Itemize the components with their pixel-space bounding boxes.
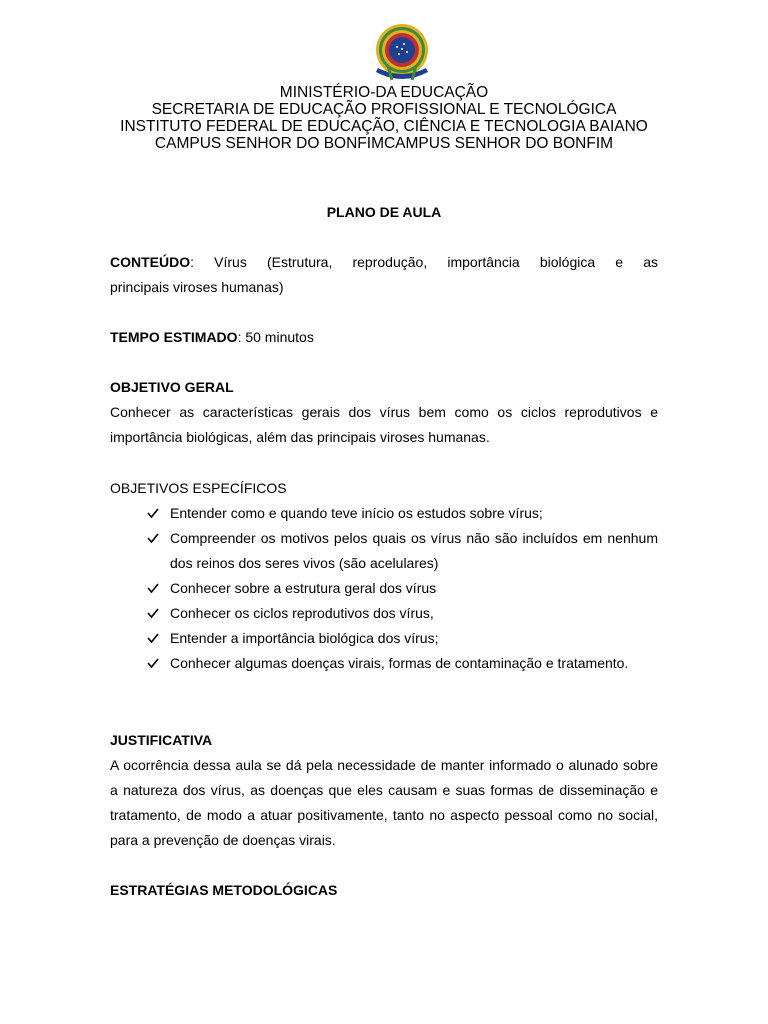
conteudo-section xyxy=(110,250,658,300)
conteudo-line1 xyxy=(110,250,658,275)
document-title: PLANO DE AULA xyxy=(326,204,442,220)
objetivo-geral-line1: Conhecer as características gerais dos vírus bem como os ciclos reprodutivos e xyxy=(110,404,658,420)
list-item xyxy=(146,601,658,626)
checkmark-icon xyxy=(146,626,160,651)
estrategias-heading xyxy=(110,878,658,903)
checkmark-icon xyxy=(146,601,160,626)
tempo-label: TEMPO ESTIMADO xyxy=(110,329,238,345)
header-ministry: MINISTÉRIO-DA EDUCAÇÃO xyxy=(279,84,489,101)
conteudo-line2: principais viroses humanas) xyxy=(110,279,284,295)
estrategias-heading-text: ESTRATÉGIAS METODOLÓGICAS xyxy=(110,882,338,898)
brazil-coat-of-arms-icon xyxy=(370,22,434,86)
checkmark-icon xyxy=(146,501,160,526)
objetivo-geral-heading: OBJETIVO GERAL xyxy=(110,379,234,395)
list-item xyxy=(146,526,658,576)
header-campus: CAMPUS SENHOR DO BONFIMCAMPUS SENHOR DO BONFIM xyxy=(154,135,614,152)
header-institute: INSTITUTO FEDERAL DE EDUCAÇÃO, CIÊNCIA E TECNOLOGIA BAIANO xyxy=(120,118,648,135)
conteudo-text-1: : Vírus (Estrutura, reprodução, importância biológica e as xyxy=(190,254,658,270)
emblem-rays xyxy=(376,24,428,76)
list-item-text: Compreender os motivos pelos quais os vírus não são incluídos em nenhum dos reinos dos seres vivos (são acelulares) xyxy=(170,530,658,571)
institution-header xyxy=(0,84,768,152)
tempo-section xyxy=(110,325,658,350)
header-secretariat: SECRETARIA DE EDUCAÇÃO PROFISSIONAL E TECNOLÓGICA xyxy=(151,101,617,118)
checkmark-icon xyxy=(146,526,160,551)
list-item xyxy=(146,626,658,651)
conteudo-label: CONTEÚDO xyxy=(110,254,191,270)
tempo-value: : 50 minutos xyxy=(237,329,314,345)
list-item xyxy=(146,501,658,526)
list-item-text: Conhecer algumas doenças virais, formas de contaminação e tratamento. xyxy=(170,655,629,671)
checkmark-icon xyxy=(146,576,160,601)
objetivos-especificos-list xyxy=(146,501,658,676)
justificativa-section xyxy=(110,728,658,853)
list-item xyxy=(146,576,658,601)
objetivos-especificos-heading: OBJETIVOS ESPECÍFICOS xyxy=(110,480,287,496)
list-item-text: Entender como e quando teve início os estudos sobre vírus; xyxy=(170,505,543,521)
list-item-text: Entender a importância biológica dos vírus; xyxy=(170,630,439,646)
list-item-text: Conhecer os ciclos reprodutivos dos vírus, xyxy=(170,605,434,621)
justificativa-heading: JUSTIFICATIVA xyxy=(110,732,213,748)
list-item-text: Conhecer sobre a estrutura geral dos vírus xyxy=(170,580,437,596)
checkmark-icon xyxy=(146,651,160,676)
list-item xyxy=(146,651,658,676)
justificativa-text: A ocorrência dessa aula se dá pela necessidade de manter informado o alunado sobre a natureza dos vírus, as doenças que eles causam e suas formas de disseminação e tratamento, de modo a atuar positivamente, tanto no aspecto pessoal como no social, para a prevenção de doenças virais. xyxy=(110,757,658,848)
objetivo-geral-section xyxy=(110,375,658,450)
objetivo-geral-line2: importância biológicas, além das principais viroses humanas. xyxy=(110,429,490,445)
